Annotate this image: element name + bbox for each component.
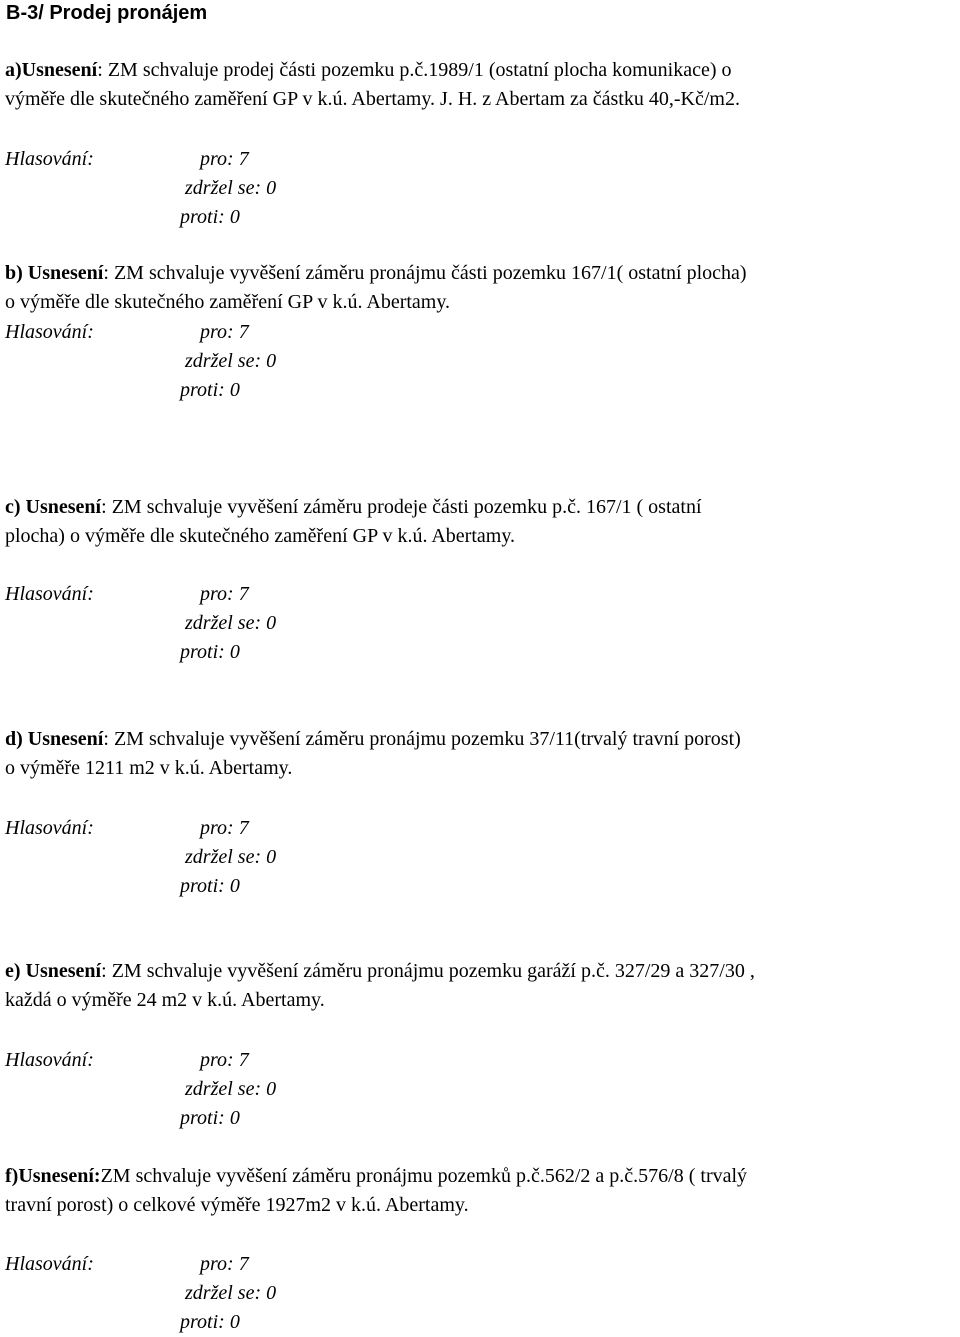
vote-b-pro: pro: 7 [200,321,249,343]
resolution-e-line1 [5,957,955,986]
vote-e-title: Hlasování: [5,1049,94,1071]
resolution-c-sep: : [101,496,112,518]
vote-e-proti: proti: 0 [180,1107,240,1129]
resolution-f-prefix: f) [5,1165,19,1187]
resolution-e-prefix: e) [5,960,26,982]
resolution-b-text1: ZM schvaluje vyvěšení záměru pronájmu části pozemku 167/1( ostatní plocha) [113,262,747,284]
resolution-c-label: Usnesení [25,496,102,518]
resolution-a-line1 [5,56,955,85]
resolution-c-line1 [5,493,955,522]
resolution-f-line2: travní porost) o celkové výměře 1927m2 v k.ú. Abertamy. [5,1194,469,1216]
vote-d-pro: pro: 7 [200,817,249,839]
vote-c-pro: pro: 7 [200,583,249,605]
vote-e-zdrzel: zdržel se: 0 [185,1078,277,1100]
resolution-f [5,1162,955,1220]
resolution-a-sep: : [97,59,108,81]
resolution-e-line2: každá o výměře 24 m2 v k.ú. Abertamy. [5,989,325,1011]
resolution-b-line2: o výměře dle skutečného zaměření GP v k.ú. Abertamy. [5,291,451,313]
resolution-a-line2: výměře dle skutečného zaměření GP v k.ú. Abertamy. J. H. z Abertam za částku 40,-Kč/m2. [5,88,740,110]
resolution-e-text1: ZM schvaluje vyvěšení záměru pronájmu pozemku garáží p.č. 327/29 a 327/30 , [111,960,755,982]
resolution-c-text1: ZM schvaluje vyvěšení záměru prodeje části pozemku p.č. 167/1 ( ostatní [111,496,702,518]
resolution-c-prefix: c) [5,496,26,518]
resolution-d-label: Usnesení [27,728,104,750]
vote-f-zdrzel: zdržel se: 0 [185,1282,277,1304]
vote-c-title: Hlasování: [5,583,94,605]
resolution-d-line1 [5,725,955,754]
resolution-a-prefix: a) [5,59,22,81]
resolution-b-prefix: b) [5,262,28,284]
resolution-b-label: Usnesení [27,262,104,284]
vote-a-proti: proti: 0 [180,206,240,228]
resolution-b [5,259,955,317]
vote-b-title: Hlasování: [5,321,94,343]
resolution-e [5,957,955,1015]
resolution-d-sep: : [103,728,114,750]
resolution-a-text1: ZM schvaluje prodej části pozemku p.č.1989/1 (ostatní plocha komunikace) o [107,59,732,81]
vote-d-title: Hlasování: [5,817,94,839]
vote-d-zdrzel: zdržel se: 0 [185,846,277,868]
resolution-b-sep: : [103,262,114,284]
vote-c-zdrzel: zdržel se: 0 [185,612,277,634]
vote-b-proti: proti: 0 [180,379,240,401]
resolution-d [5,725,955,783]
resolution-a-label: Usnesení [21,59,98,81]
vote-a-zdrzel: zdržel se: 0 [185,177,277,199]
resolution-f-label: Usnesení: [18,1165,101,1187]
resolution-d-text1: ZM schvaluje vyvěšení záměru pronájmu pozemku 37/11(trvalý travní porost) [113,728,741,750]
vote-a-title: Hlasování: [5,148,94,170]
vote-e-pro: pro: 7 [200,1049,249,1071]
vote-c-proti: proti: 0 [180,641,240,663]
vote-f-pro: pro: 7 [200,1253,249,1275]
resolution-f-line1 [5,1162,955,1191]
resolution-b-line1 [5,259,955,288]
resolution-c [5,493,955,551]
resolution-e-label: Usnesení [25,960,102,982]
resolution-a [5,56,955,114]
vote-d-proti: proti: 0 [180,875,240,897]
resolution-c-line2: plocha) o výměře dle skutečného zaměření GP v k.ú. Abertamy. [5,525,516,547]
section-heading: B-3/ Prodej pronájem [6,2,208,24]
resolution-d-prefix: d) [5,728,28,750]
resolution-d-line2: o výměře 1211 m2 v k.ú. Abertamy. [5,757,293,779]
vote-a-pro: pro: 7 [200,148,249,170]
vote-f-title: Hlasování: [5,1253,94,1275]
resolution-f-text1: ZM schvaluje vyvěšení záměru pronájmu pozemků p.č.562/2 a p.č.576/8 ( trvalý [100,1165,748,1187]
vote-b-zdrzel: zdržel se: 0 [185,350,277,372]
vote-f-proti: proti: 0 [180,1311,240,1333]
resolution-e-sep: : [101,960,112,982]
